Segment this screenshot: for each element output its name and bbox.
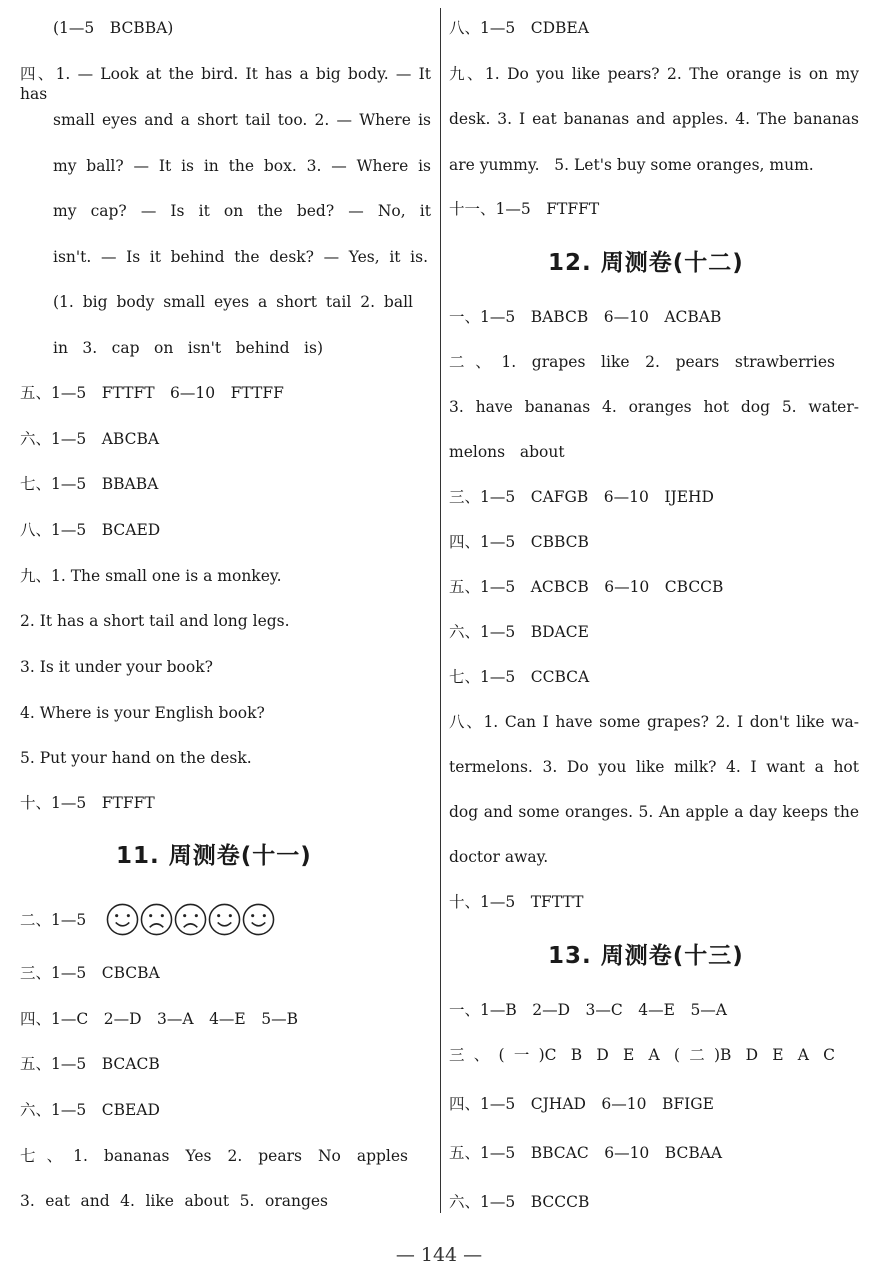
right-answer-line: 七、1—5 CCBCA xyxy=(449,668,590,686)
smiley-face-icon xyxy=(106,903,139,936)
right-answer-line: 十一、1—5 FTFFT xyxy=(449,200,600,218)
smiley-face-icon xyxy=(208,903,241,936)
sad-face-icon xyxy=(140,903,173,936)
left-answer-line: isn't. — Is it behind the desk? — Yes, it is. xyxy=(53,248,428,266)
right-answer-line: 四、1—5 CJHAD 6—10 BFIGE xyxy=(449,1095,714,1113)
right-answer-line: 二、1. grapes like 2. pears strawberries xyxy=(449,353,835,371)
left-answer-line: 5. Put your hand on the desk. xyxy=(20,749,252,767)
right-answer-line: 五、1—5 BBCAC 6—10 BCBAA xyxy=(449,1144,723,1162)
section-heading-11: 11. 周测卷(十一) xyxy=(116,843,312,869)
left-answer-line: 六、1—5 CBEAD xyxy=(20,1101,160,1119)
section-heading-13: 13. 周测卷(十三) xyxy=(548,943,744,969)
left-answer-line: 五、1—5 FTTFT 6—10 FTTFF xyxy=(20,384,284,402)
right-answer-line: 三、(一)C B D E A (二)B D E A C xyxy=(449,1046,835,1064)
right-answer-line: 三、1—5 CAFGB 6—10 IJEHD xyxy=(449,488,714,506)
right-answer-line: 一、1—5 BABCB 6—10 ACBAB xyxy=(449,308,722,326)
left-answer-line: 六、1—5 ABCBA xyxy=(20,430,160,448)
left-answer-line: 4. Where is your English book? xyxy=(20,704,265,722)
left-answer-line: 八、1—5 BCAED xyxy=(20,521,161,539)
right-answer-line: 四、1—5 CBBCB xyxy=(449,533,589,551)
left-answer-line: in 3. cap on isn't behind is) xyxy=(53,339,323,357)
column-divider xyxy=(440,8,441,1213)
left-answer-line: 3. Is it under your book? xyxy=(20,658,213,676)
left-answer-line: 四、1. — Look at the bird. It has a big body. — It has xyxy=(20,65,431,103)
left-answer-line: (1. big body small eyes a short tail 2. ball xyxy=(53,293,413,311)
right-answer-line: 3. have bananas 4. oranges hot dog 5. water- xyxy=(449,398,859,416)
right-answer-line: 十、1—5 TFTTT xyxy=(449,893,584,911)
right-answer-line: 八、1—5 CDBEA xyxy=(449,19,589,37)
right-answer-line: doctor away. xyxy=(449,848,549,866)
left-answer-line: 2. It has a short tail and long legs. xyxy=(20,612,290,630)
left-answer-line: 十、1—5 FTFFT xyxy=(20,794,155,812)
left-answer-line: 九、1. The small one is a monkey. xyxy=(20,567,282,585)
right-answer-line: melons about xyxy=(449,443,565,461)
right-answer-line: termelons. 3. Do you like milk? 4. I want a hot xyxy=(449,758,859,776)
smiley-face-icon xyxy=(242,903,275,936)
page-number: — 144 — xyxy=(395,1244,483,1266)
left-answer-line: small eyes and a short tail too. 2. — Where is xyxy=(53,111,431,129)
left-answer-line: 四、1—C 2—D 3—A 4—E 5—B xyxy=(20,1010,298,1028)
right-answer-line: 六、1—5 BCCCB xyxy=(449,1193,590,1211)
left-answer-line: 七、1. bananas Yes 2. pears No apples xyxy=(20,1147,408,1165)
left-answer-line: 三、1—5 CBCBA xyxy=(20,964,160,982)
left-answer-line: (1—5 BCBBA) xyxy=(53,19,174,37)
right-answer-line: 六、1—5 BDACE xyxy=(449,623,589,641)
left-answer-line: 二、1—5 xyxy=(20,911,87,929)
left-answer-line: 3. eat and 4. like about 5. oranges xyxy=(20,1192,328,1210)
left-answer-line: 七、1—5 BBABA xyxy=(20,475,159,493)
left-answer-line: 五、1—5 BCACB xyxy=(20,1055,160,1073)
sad-face-icon xyxy=(174,903,207,936)
right-answer-line: 一、1—B 2—D 3—C 4—E 5—A xyxy=(449,1001,727,1019)
right-answer-line: desk. 3. I eat bananas and apples. 4. The bananas xyxy=(449,110,859,128)
right-answer-line: 五、1—5 ACBCB 6—10 CBCCB xyxy=(449,578,724,596)
face-row xyxy=(106,903,275,936)
right-answer-line: dog and some oranges. 5. An apple a day keeps the xyxy=(449,803,859,821)
right-answer-line: 九、1. Do you like pears? 2. The orange is on my xyxy=(449,65,859,83)
left-answer-line: my cap? — Is it on the bed? — No, it xyxy=(53,202,431,220)
right-answer-line: are yummy. 5. Let's buy some oranges, mum. xyxy=(449,156,814,174)
left-answer-line: my ball? — It is in the box. 3. — Where is xyxy=(53,157,431,175)
right-answer-line: 八、1. Can I have some grapes? 2. I don't like wa- xyxy=(449,713,859,731)
section-heading-12: 12. 周测卷(十二) xyxy=(548,250,744,276)
